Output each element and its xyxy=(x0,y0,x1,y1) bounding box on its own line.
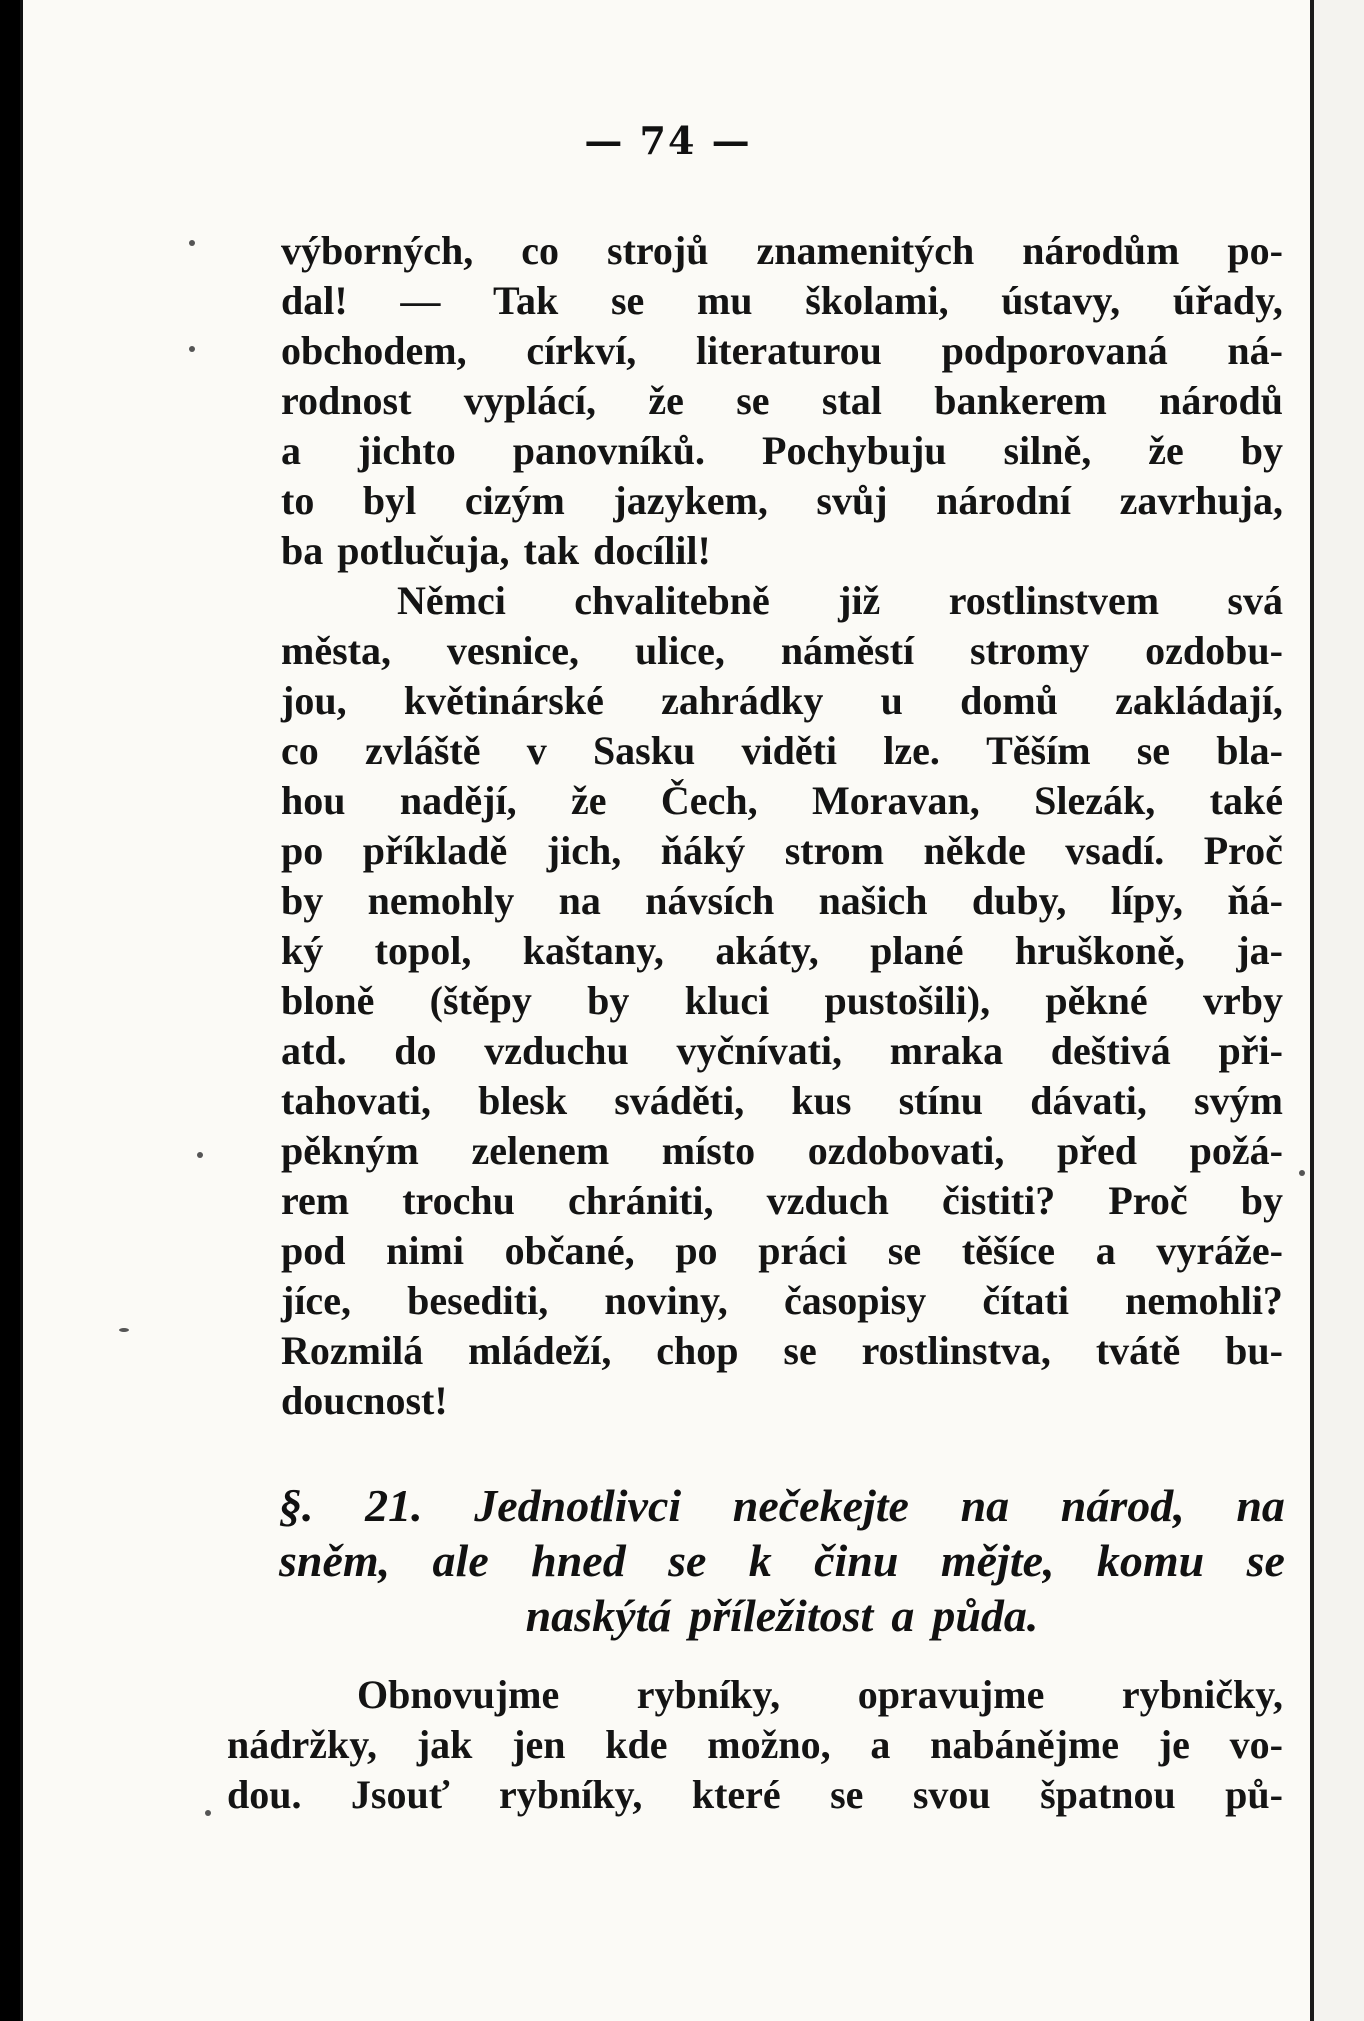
text-line: jíce, besediti, noviny, časopisy čítati nemohli? xyxy=(281,1278,1283,1323)
text-line: pěkným zelenem místo ozdobovati, před požá- xyxy=(281,1128,1283,1173)
text-line: doucnost! xyxy=(281,1378,448,1423)
text-line: Obnovujme rybníky, opravujme rybničky, xyxy=(357,1672,1283,1717)
text-line: co zvláště v Sasku viděti lze. Těším se bla- xyxy=(281,728,1283,773)
page-number: — 74 — xyxy=(584,118,752,163)
text-line: rodnost vyplácí, že se stal bankerem národů xyxy=(281,378,1283,423)
text-line: rem trochu chrániti, vzduch čistiti? Proč by xyxy=(281,1178,1283,1223)
text-line: dou. Jsouť rybníky, které se svou špatnou pů- xyxy=(227,1772,1283,1817)
text-line: dal! — Tak se mu školami, ústavy, úřady, xyxy=(281,278,1283,323)
heading-line: §. 21. Jednotlivci nečekejte na národ, na xyxy=(279,1480,1285,1531)
paragraph-2 xyxy=(281,576,1283,1426)
text-line: nádržky, jak jen kde možno, a nabáněјme je vo- xyxy=(227,1722,1283,1767)
text-line: obchodem, církví, literaturou podporovaná ná- xyxy=(281,328,1283,373)
page-edge xyxy=(1310,0,1364,2021)
text-line: bloně (štěpy by kluci pustošili), pěkné vrby xyxy=(281,978,1283,1023)
text-line: tahovati, blesk sváděti, kus stínu dávati, svým xyxy=(281,1078,1283,1123)
paragraph-1 xyxy=(281,226,1283,576)
text-line: atd. do vzduchu vyčnívati, mraka deštivá při- xyxy=(281,1028,1283,1073)
scan-speck xyxy=(189,346,195,352)
paragraph-3 xyxy=(227,1670,1283,1820)
text-line: Němci chvalitebně již rostlinstvem svá xyxy=(397,578,1283,623)
text-line: a jichto panovníků. Pochybuju silně, že by xyxy=(281,428,1283,473)
heading-line: naskýtá příležitost a půda. xyxy=(525,1590,1039,1641)
text-line: ba potlučuja, tak docílil! xyxy=(281,528,711,573)
scan-speck xyxy=(205,1810,211,1816)
scan-speck xyxy=(189,240,195,246)
scan-speck xyxy=(119,1328,129,1332)
section-heading xyxy=(279,1478,1285,1643)
scan-speck xyxy=(1299,1170,1305,1176)
text-line: výborných, co strojů znamenitých národům po- xyxy=(281,228,1283,273)
text-line: pod nimi občané, po práci se těšíce a vyráže- xyxy=(281,1228,1283,1273)
text-line: to byl cizým jazykem, svůj národní zavrhuja, xyxy=(281,478,1283,523)
text-line: by nemohly na návsích našich duby, lípy, ňá- xyxy=(281,878,1283,923)
text-line: jou, květinárské zahrádky u domů zakládají, xyxy=(281,678,1283,723)
heading-line: sněm, ale hned se k činu mějte, komu se xyxy=(279,1535,1285,1586)
text-line: města, vesnice, ulice, náměstí stromy ozdobu- xyxy=(281,628,1283,673)
book-page xyxy=(20,0,1313,2021)
text-line: hou nadějí, že Čech, Moravan, Slezák, také xyxy=(281,778,1283,823)
text-line: Rozmilá mládeží, chop se rostlinstva, tvátě bu- xyxy=(281,1328,1283,1373)
scan-speck xyxy=(197,1152,203,1158)
text-line: ký topol, kaštany, akáty, plané hruškoně, ja- xyxy=(281,928,1283,973)
text-line: po příkladě jich, ňáký strom někde vsadí. Proč xyxy=(281,828,1283,873)
